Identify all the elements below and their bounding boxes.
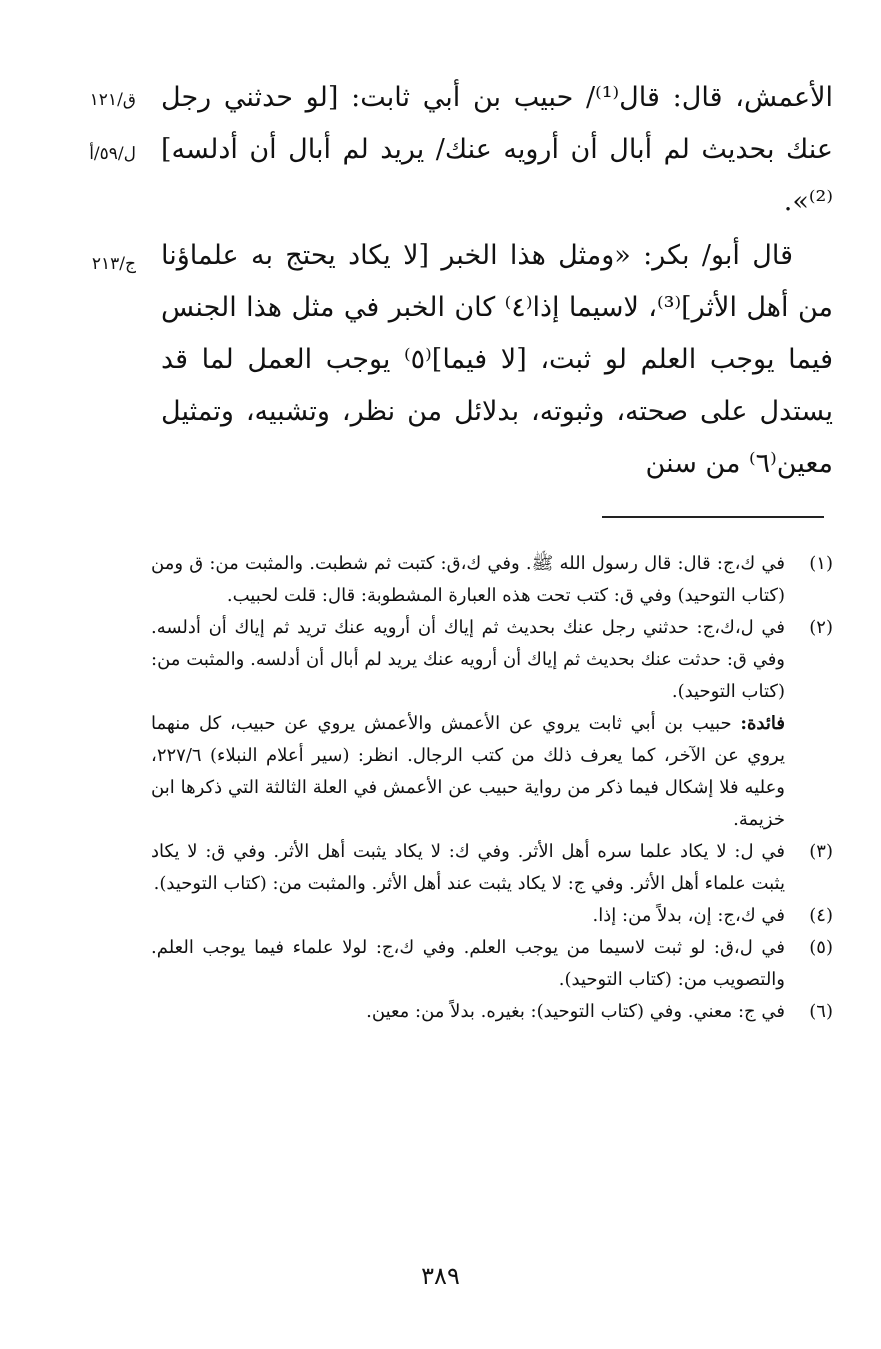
footnote-text: في ل،ق: لو ثبت لاسيما من يوجب العلم. وفي ك،ج: لولا علماء فيما يوجب العلم. والتصويب من: (كتاب التوحيد). — [151, 937, 785, 990]
footnote-1 — [151, 548, 833, 612]
footnote-text: في ل: لا يكاد علما سره أهل الأثر. وفي ك: لا يكاد يثبت أهل الأثر. وفي ق: لا يكاد يثبت علماء أهل الأثر. وفي ج: لا يكاد يثبت عند أهل الأثر. والمثبت من: (كتاب التوحيد). — [151, 841, 786, 894]
footnote-5 — [151, 932, 833, 996]
footnote-text: في ج: معني. وفي (كتاب التوحيد): بغيره. بدلاً من: معين. — [366, 1001, 785, 1022]
benefit-label: فائدة: — [740, 713, 785, 734]
footnote-text: في ل،ك،ج: حدثني رجل عنك بحديث ثم إياك أن أرويه عنك تريد ثم إياك أن أدلسه. وفي ق: حدثت عنك بحديث ثم إياك أن أرويه عنك يريد لم أبال أن أدلسه. والمثبت من: (كتاب التوحيد). — [151, 617, 785, 702]
main-paragraph-1-text: الأعمش، قال: قال⁽¹⁾/ حبيب بن أبي ثابت: [لو حدثني رجل عنك بحديث لم أبال أن أرويه عنك/ يريد لم أبال أن أدلسه]⁽²⁾». — [161, 82, 833, 217]
marginal-manuscript-ref-3: ج/٢١٣ — [91, 254, 136, 274]
benefit-text: حبيب بن أبي ثابت يروي عن الأعمش والأعمش يروي عن حبيب، كل منهما يروي عن الآخر، كما يعرف ذلك من كتب الرجال. انظر: (سير أعلام النبلاء) ٢٢٧/٦، وعليه فلا إشكال فيما ذكر من رواية حبيب عن الأعمش في العلة الثالثة التي ذكرها ابن خزيمة. — [151, 713, 785, 830]
marginal-manuscript-ref-2: ل/٥٩/أ — [89, 144, 136, 164]
footnote-4 — [151, 900, 833, 932]
footnote-text: في ك،ج: إن، بدلاً من: إذا. — [592, 905, 785, 926]
footnote-number: (٥) — [809, 937, 833, 958]
footnote-number: (١) — [809, 553, 833, 574]
page-number: ٣٨٩ — [421, 1262, 460, 1290]
footnote-3 — [151, 836, 833, 900]
footnote-benefit-note — [151, 708, 785, 836]
footnote-number: (٢) — [809, 617, 833, 638]
footnote-2 — [151, 612, 833, 836]
main-paragraph-1 — [161, 72, 833, 228]
main-paragraph-2-text: قال أبو/ بكر: «ومثل هذا الخبر [لا يكاد يحتج به علماؤنا من أهل الأثر]⁽³⁾، لاسيما إذا⁽٤⁾ كان الخبر في مثل هذا الجنس فيما يوجب العلم لو ثبت، [لا فيما]⁽٥⁾ يوجب العمل لما قد يستدل على صحته، وثبوته، بدلائل من نظر، وتشبيه، وتمثيل معين⁽٦⁾ من سنن — [161, 240, 833, 479]
marginal-manuscript-ref-1: ق/١٢١ — [89, 90, 136, 110]
footnote-text: في ك،ج: قال: قال رسول الله ﷺ. وفي ك،ق: كتبت ثم شطبت. والمثبت من: ق ومن (كتاب التوحيد) وفي ق: كتب تحت هذه العبارة المشطوبة: قال: قلت لحبيب. — [151, 553, 785, 606]
footnote-number: (٦) — [809, 1001, 833, 1022]
footnote-number: (٣) — [809, 841, 833, 862]
main-paragraph-2 — [161, 230, 833, 490]
footnotes-section — [151, 548, 833, 1028]
footnote-separator — [602, 516, 824, 518]
footnote-6 — [151, 996, 833, 1028]
footnote-number: (٤) — [809, 905, 833, 926]
